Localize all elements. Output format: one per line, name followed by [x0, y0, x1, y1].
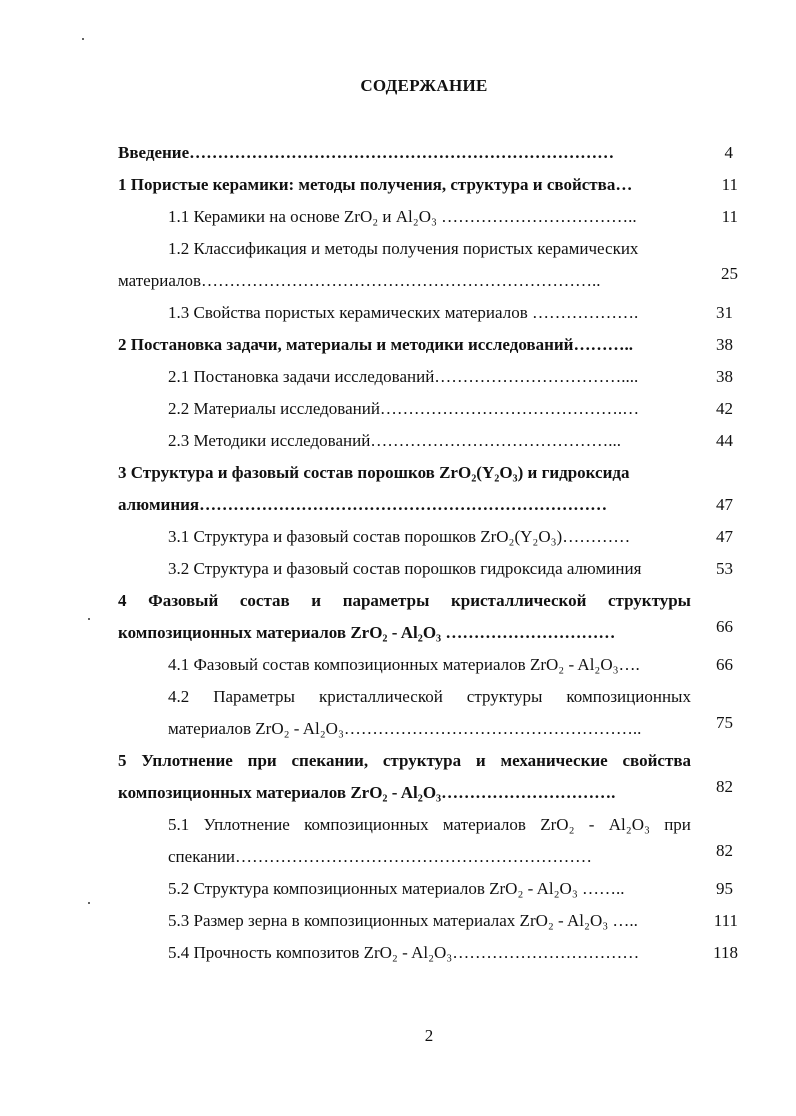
toc-entry-intro: Введение…………………………………………………………………: [118, 143, 615, 162]
toc-word: свойства: [622, 751, 691, 770]
toc-page: 82: [716, 841, 733, 860]
toc-word: структура: [382, 751, 462, 770]
toc-page: 95: [716, 879, 733, 898]
toc-entry-3-1: 3.1 Структура и фазовый состав порошков ZrO₂(Y₂O₃)…………: [168, 527, 631, 546]
toc-word: 4.2: [168, 687, 190, 706]
toc-entry-chapter-5-line2: композиционных материалов ZrO₂ - Al₂O₃………………………….: [118, 783, 616, 802]
toc-entry-5-2: 5.2 Структура композиционных материалов ZrO₂ - Al₂O₃ ……..: [168, 879, 625, 898]
toc-word: 4: [118, 591, 127, 610]
toc-entry-5-1-line2: спекании………………………………………………………: [168, 847, 593, 866]
toc-word: при: [247, 751, 277, 770]
toc-word: кристаллической: [318, 687, 443, 706]
toc-word: Фазовый: [148, 591, 219, 610]
toc-entry-chapter-1: 1 Пористые керамики: методы получения, структура и свойства…: [118, 175, 633, 194]
toc-page: 38: [716, 335, 733, 354]
toc-word: материалов: [442, 815, 526, 834]
scan-speck: [88, 902, 90, 904]
toc-word: 5.1: [168, 815, 190, 834]
toc-entry-2-2: 2.2 Материалы исследований…………………………………….…: [168, 399, 640, 418]
toc-page: 42: [716, 399, 733, 418]
toc-page: 82: [716, 777, 733, 796]
toc-word: кристаллической: [450, 591, 587, 610]
toc-page: 53: [716, 559, 733, 578]
toc-word: параметры: [342, 591, 430, 610]
toc-page: 44: [716, 431, 733, 450]
toc-entry-chapter-5-line1: [118, 751, 691, 771]
scan-speck: [88, 618, 90, 620]
toc-page: 75: [716, 713, 733, 732]
toc-word: и: [475, 751, 486, 770]
toc-entry-1-2-line2: материалов……………………………………………………………..: [118, 271, 601, 290]
toc-page: 47: [716, 527, 733, 546]
toc-page: 4: [724, 143, 733, 162]
toc-page: 118: [713, 943, 738, 962]
toc-word: ZrO₂: [540, 815, 575, 834]
toc-entry-5-1-line1: [168, 815, 691, 835]
toc-word: 5: [118, 751, 127, 770]
toc-entry-1-2-line1: 1.2 Классификация и методы получения пористых керамических: [168, 239, 639, 258]
scan-speck: [82, 38, 84, 40]
toc-page: 66: [716, 617, 733, 636]
toc-page: 66: [716, 655, 733, 674]
toc-word: Уплотнение: [141, 751, 233, 770]
toc-entry-3-2: 3.2 Структура и фазовый состав порошков гидроксида алюминия: [168, 559, 642, 578]
toc-word: структуры: [607, 591, 691, 610]
toc-page: 47: [716, 495, 733, 514]
toc-entry-4-2-line2: материалов ZrO₂ - Al₂O₃……………………………………………..: [168, 719, 642, 738]
toc-entry-chapter-3-line2: алюминия………………………………………………………………: [118, 495, 608, 514]
toc-entry-chapter-4-line1: [118, 591, 691, 611]
toc-word: спекании,: [291, 751, 369, 770]
toc-word: механические: [500, 751, 608, 770]
toc-word: Параметры: [213, 687, 295, 706]
page-number: 2: [424, 1026, 434, 1045]
toc-entry-chapter-3-line1: 3 Структура и фазовый состав порошков ZrO₂(Y₂O₃) и гидроксида: [118, 463, 630, 482]
toc-entry-1-1: 1.1 Керамики на основе ZrO₂ и Al₂O₃ ……………………………..: [168, 207, 637, 226]
toc-page: 11: [721, 175, 738, 194]
toc-entry-2-1: 2.1 Постановка задачи исследований……………………………....: [168, 367, 639, 386]
toc-word: Уплотнение: [203, 815, 290, 834]
toc-entry-chapter-4-line2: композиционных материалов ZrO₂ - Al₂O₃ …………………………: [118, 623, 616, 642]
page-title: СОДЕРЖАНИЕ: [360, 76, 488, 95]
toc-word: Al₂O₃: [608, 815, 650, 834]
toc-page: 25: [721, 264, 738, 283]
toc-word: состав: [239, 591, 290, 610]
toc-word: композиционных: [304, 815, 429, 834]
toc-word: при: [664, 815, 691, 834]
toc-page: 31: [716, 303, 733, 322]
toc-entry-2-3: 2.3 Методики исследований……………………………………...: [168, 431, 622, 450]
toc-entry-chapter-2: 2 Постановка задачи, материалы и методики исследований………..: [118, 335, 633, 354]
toc-entry-5-4: 5.4 Прочность композитов ZrO₂ - Al₂O₃……………………………: [168, 943, 640, 962]
toc-entry-4-2-line1: [168, 687, 691, 707]
toc-word: -: [588, 815, 595, 834]
toc-page: 38: [716, 367, 733, 386]
toc-word: и: [311, 591, 322, 610]
toc-page: 11: [721, 207, 738, 226]
toc-entry-4-1: 4.1 Фазовый состав композиционных материалов ZrO₂ - Al₂O₃….: [168, 655, 640, 674]
toc-entry-5-3: 5.3 Размер зерна в композиционных материалах ZrO₂ - Al₂O₃ …..: [168, 911, 638, 930]
toc-entry-1-3: 1.3 Свойства пористых керамических материалов ……………….: [168, 303, 639, 322]
toc-word: композиционных: [566, 687, 691, 706]
toc-word: структуры: [466, 687, 543, 706]
toc-page: 111: [713, 911, 738, 930]
